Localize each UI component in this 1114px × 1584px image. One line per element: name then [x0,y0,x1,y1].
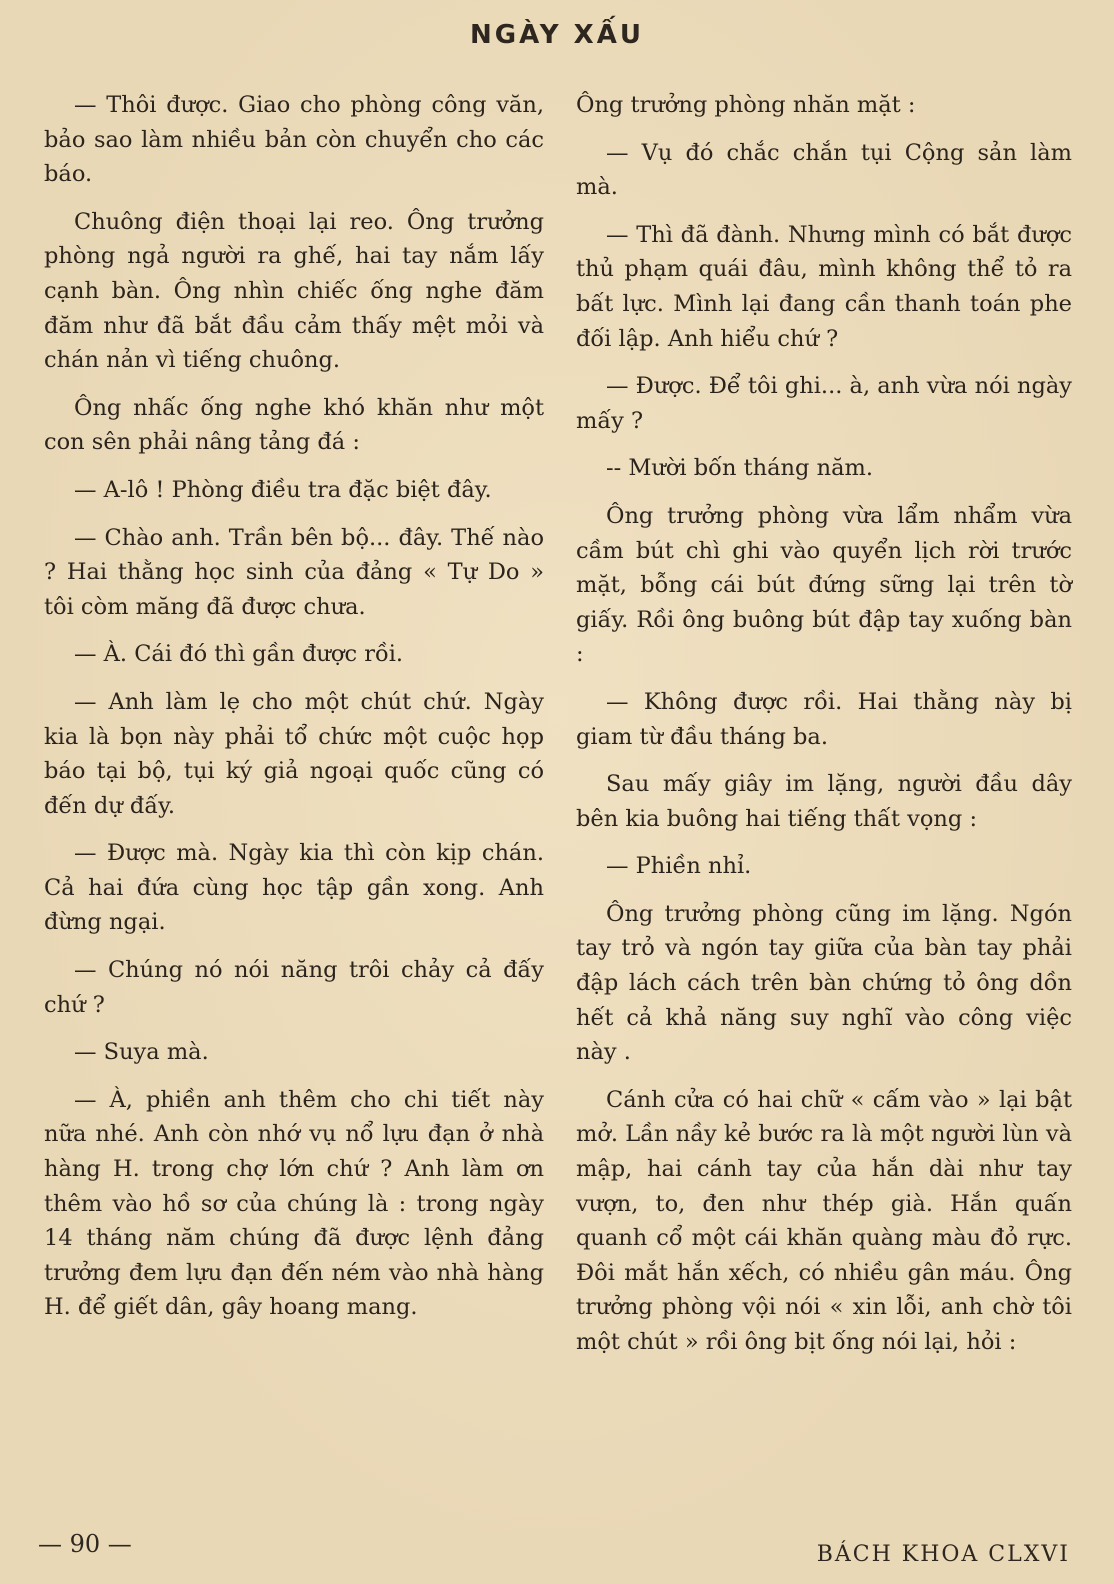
paragraph: Ông nhấc ống nghe khó khăn như một con sên phải nâng tảng đá : [44,394,544,456]
magazine-name: BÁCH KHOA CLXVI [816,1542,1070,1567]
paragraph: — A-lô ! Phòng điều tra đặc biệt đây. [74,476,492,503]
paragraph: — Suya mà. [74,1039,209,1066]
paragraph: Sau mấy giây im lặng, người đầu dây bên kia buông hai tiếng thất vọng : [576,771,1072,832]
paragraph: — À, phiền anh thêm cho chi tiết này nữa nhé. Anh còn nhớ vụ nổ lựu đạn ở nhà hàng H. trong chợ lớn chứ ? Anh làm ơn thêm vào hồ sơ của chúng là : trong ngày 14 tháng năm chúng đã được lệnh đảng trưởng đem lựu đạn đến ném vào nhà hàng H. để giết dân, gây hoang mang. [44,1086,544,1321]
paragraph: — Chúng nó nói năng trôi chảy cả đấy chứ ? [44,957,544,1018]
paragraph: Cánh cửa có hai chữ « cấm vào » lại bật mở. Lần nầy kẻ bước ra là một người lùn và mập, hai cánh tay của hắn dài như tay vượn, to, đen như thép già. Hắn quấn quanh cổ một cái khăn quàng màu đỏ rực. Đôi mắt hắn xếch, có nhiều gân máu. Ông trưởng phòng vội nói « xin lỗi, anh chờ tôi một chút » rồi ông bịt ống nói lại, hỏi : [576,1086,1072,1355]
paragraph: — Anh làm lẹ cho một chút chứ. Ngày kia là bọn này phải tổ chức một cuộc họp báo tại bộ, tụi ký giả ngoại quốc cũng có đến dự đấy. [44,688,544,819]
paragraph: — Không được rồi. Hai thằng này bị giam từ đầu tháng ba. [576,688,1072,750]
left-column [44,88,544,1338]
running-title: NGÀY XẤU [470,20,644,50]
paragraph: Ông trưởng phòng vừa lẩm nhẩm vừa cầm bút chì ghi vào quyển lịch rời trước mặt, bỗng cái bút đứng sững lại trên tờ giấy. Rồi ông buông bút đập tay xuống bàn : [576,502,1072,668]
paragraph: — Thôi được. Giao cho phòng công văn, bảo sao làm nhiều bản còn chuyển cho các báo. [44,92,544,188]
paragraph: — Chào anh. Trần bên bộ... đây. Thế nào ? Hai thằng học sinh của đảng « Tự Do » tôi còm măng đã được chưa. [44,524,544,620]
paragraph: — Vụ đó chắc chắn tụi Cộng sản làm mà. [576,139,1072,201]
paragraph: Ông trưởng phòng nhăn mặt : [576,92,916,118]
page-number: — 90 — [38,1530,132,1558]
paragraph: — À. Cái đó thì gần được rồi. [74,641,404,668]
right-column [576,88,1072,1373]
paragraph: Ông trưởng phòng cũng im lặng. Ngón tay trỏ và ngón tay giữa của bàn tay phải đập lách cách trên bàn chứng tỏ ông dồn hết cả khả năng suy nghĩ vào công việc này . [576,900,1072,1066]
paragraph: — Được mà. Ngày kia thì còn kịp chán. Cả hai đứa cùng học tập gần xong. Anh đừng ngại. [44,840,544,936]
paragraph: Chuông điện thoại lại reo. Ông trưởng phòng ngả người ra ghế, hai tay nắm lấy cạnh bàn. Ông nhìn chiếc ống nghe đăm đăm như đã bắt đầu cảm thấy mệt mỏi và chán nản vì tiếng chuông. [44,208,544,374]
paragraph: — Được. Để tôi ghi... à, anh vừa nói ngày mấy ? [576,373,1072,434]
paragraph: — Phiền nhỉ. [606,853,752,880]
paragraph: -- Mười bốn tháng năm. [606,455,873,482]
paragraph: — Thì đã đành. Nhưng mình có bắt được thủ phạm quái đâu, mình không thể tỏ ra bất lực. Mình lại đang cần thanh toán phe đối lập. Anh hiểu chứ ? [576,221,1072,352]
